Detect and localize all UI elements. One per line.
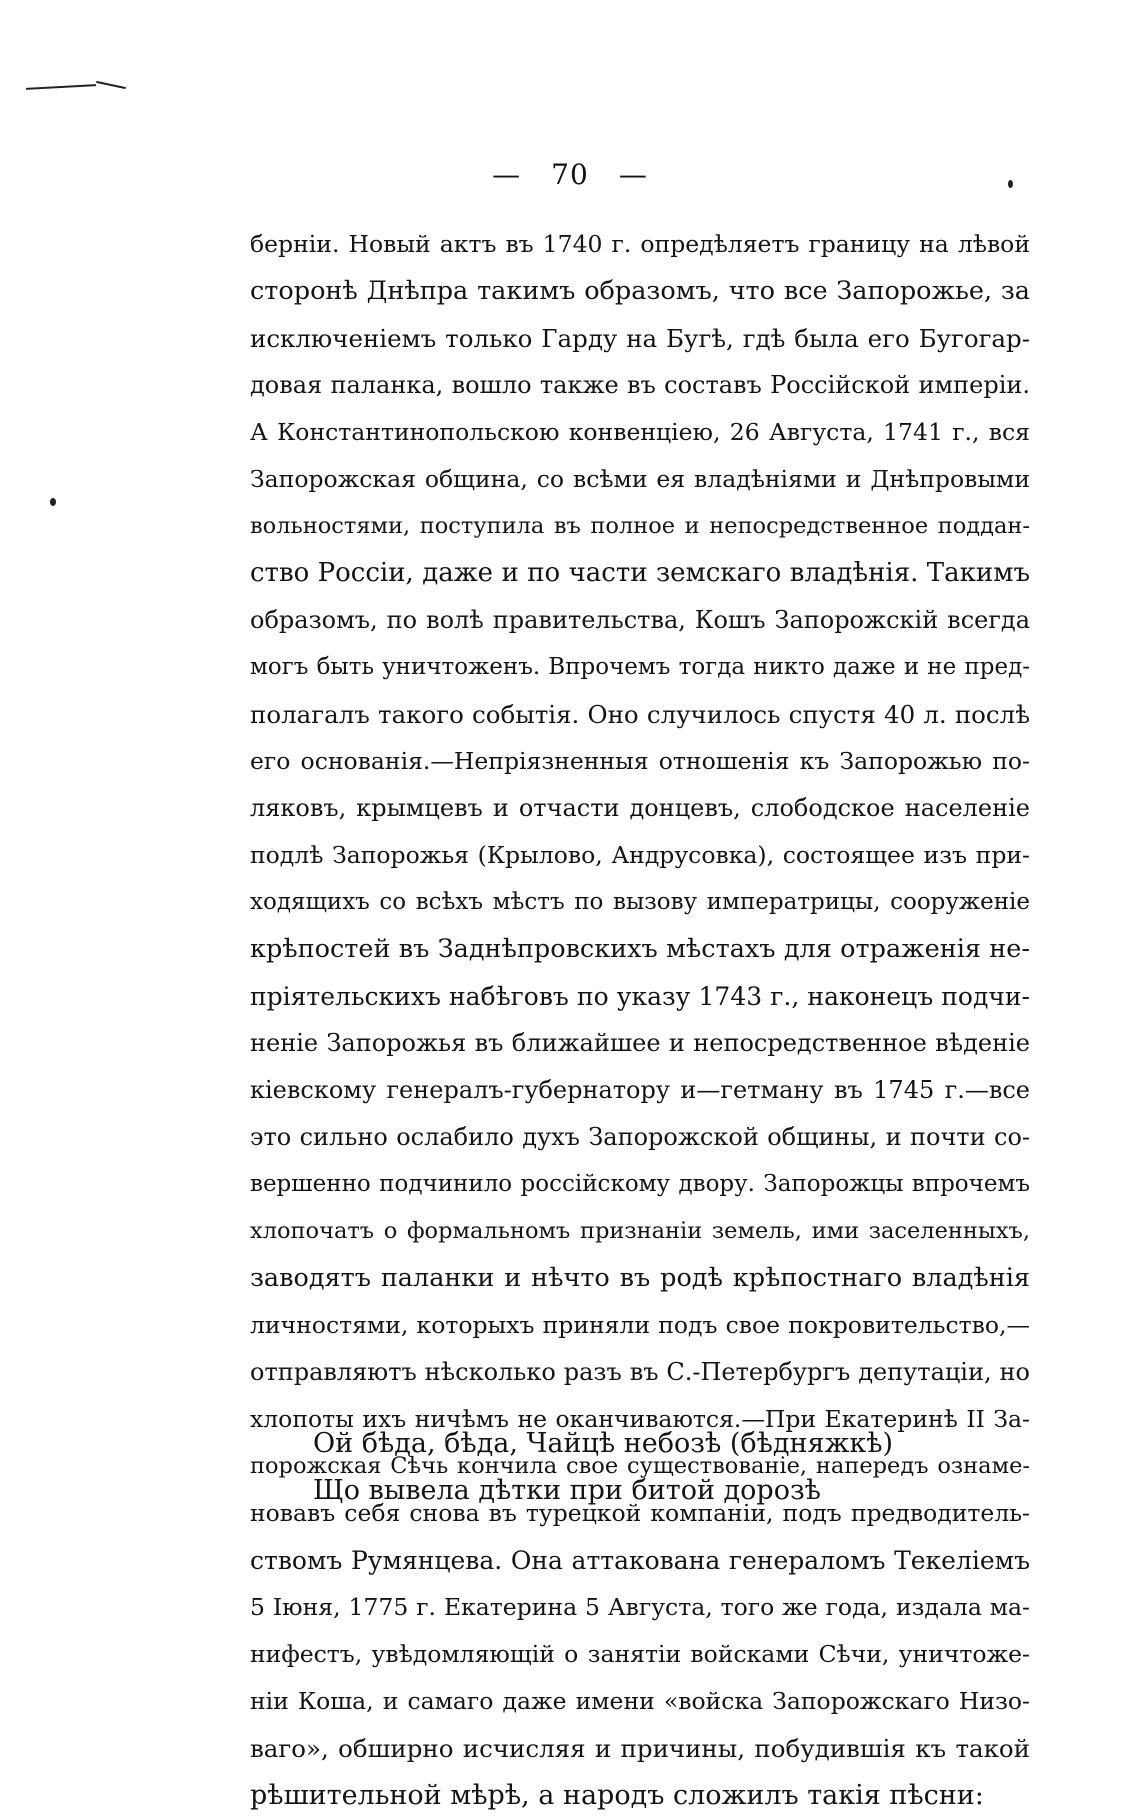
text-line: порожская Сѣчь кончила свое существованіе, напередъ ознаме- xyxy=(250,1453,1030,1479)
text-line: сторонѣ Днѣпра такимъ образомъ, что все Запорожье, за xyxy=(250,276,1030,306)
text-line: отправляютъ нѣсколько разъ въ С.-Петербургъ депутаціи, но xyxy=(250,1358,1030,1386)
text-line: полагалъ такого событія. Оно случилось спустя 40 л. послѣ xyxy=(250,700,1030,729)
text-line-last: рѣшительной мѣрѣ, а народъ сложилъ такія пѣсни: xyxy=(250,1780,984,1811)
margin-dot xyxy=(50,498,56,506)
text-line: хлопочатъ о формальномъ признаніи земель, ими заселенныхъ, xyxy=(250,1218,1030,1244)
text-line: исключеніемъ только Гарду на Бугѣ, гдѣ была его Бугогар- xyxy=(250,324,1030,353)
text-line: берніи. Новый актъ въ 1740 г. опредѣляетъ границу на лѣвой xyxy=(250,230,1030,258)
text-line: ваго», обширно исчисляя и причины, побудившія къ такой xyxy=(250,1734,1030,1763)
text-line: заводятъ паланки и нѣчто въ родѣ крѣпостнаго владѣнія xyxy=(250,1263,1030,1293)
text-line: ствомъ Румянцева. Она аттакована генераломъ Текеліемъ xyxy=(250,1546,1030,1575)
margin-smudge xyxy=(96,81,126,89)
text-line: подлѣ Запорожья (Крылово, Андрусовка), состоящее изъ при- xyxy=(250,841,1030,869)
text-line: ство Россіи, даже и по части земскаго владѣнія. Такимъ xyxy=(250,558,1030,588)
margin-smudge xyxy=(26,84,96,90)
text-line: личностями, которыхъ приняли подъ свое покровительство,— xyxy=(250,1311,1030,1339)
text-line: Запорожская община, со всѣми ея владѣніями и Днѣпровыми xyxy=(250,465,1030,493)
text-line: неніе Запорожья въ ближайшее и непосредственное вѣденіе xyxy=(250,1029,1030,1057)
page-number-dash-right: — xyxy=(618,158,648,191)
text-line: хлопоты ихъ ничѣмъ не оканчиваются.—При Екатеринѣ II За- xyxy=(250,1405,1030,1433)
text-line: новавъ себя снова въ турецкой компаніи, подъ предводитель- xyxy=(250,1499,1030,1527)
text-line: вершенно подчинило россійскому двору. Запорожцы впрочемъ xyxy=(250,1171,1030,1197)
verse-line: Ой бѣда, бѣда, Чайцѣ небозѣ (бѣдняжкѣ) xyxy=(313,1428,894,1459)
text-line: крѣпостей въ Заднѣпровскихъ мѣстахъ для отраженія не- xyxy=(250,934,1030,964)
text-line: ляковъ, крымцевъ и отчасти донцевъ, слободское населеніе xyxy=(250,794,1030,822)
text-line: вольностями, поступила въ полное и непосредственное поддан- xyxy=(250,513,1030,539)
text-line: это сильно ослабило духъ Запорожской общины, и почти со- xyxy=(250,1123,1030,1151)
text-line: образомъ, по волѣ правительства, Кошъ Запорожскій всегда xyxy=(250,606,1030,634)
text-line: могъ быть уничтоженъ. Впрочемъ тогда никто даже и не пред- xyxy=(250,654,1030,680)
text-line: ніи Коша, и самаго даже имени «войска Запорожскаго Низо- xyxy=(250,1687,1030,1715)
text-line: А Константинопольскою конвенціею, 26 Августа, 1741 г., вся xyxy=(250,418,1030,446)
text-line: довая паланка, вошло также въ составъ Россійской имперіи. xyxy=(250,371,1030,399)
text-line: пріятельскихъ набѣговъ по указу 1743 г., наконецъ подчи- xyxy=(250,982,1030,1011)
verse-line: Що вывела дѣтки при битой дорозѣ xyxy=(313,1475,821,1506)
text-line: кіевскому генералъ-губернатору и—гетману въ 1745 г.—все xyxy=(250,1076,1030,1104)
page-number-dash-left: — xyxy=(492,158,522,191)
verse-block xyxy=(313,1420,1013,1514)
text-line: 5 Іюня, 1775 г. Екатерина 5 Августа, того же года, издала ма- xyxy=(250,1593,1030,1621)
page-number: 70 xyxy=(551,158,589,191)
text-line: его основанія.—Непріязненныя отношенія къ Запорожью по- xyxy=(250,747,1030,775)
page-number-header xyxy=(0,158,1140,191)
body-paragraph xyxy=(250,221,1030,1819)
text-line: ходящихъ со всѣхъ мѣстъ по вызову императрицы, сооруженіе xyxy=(250,889,1030,915)
text-line: нифестъ, увѣдомляющій о занятіи войсками Сѣчи, уничтоже- xyxy=(250,1640,1030,1668)
